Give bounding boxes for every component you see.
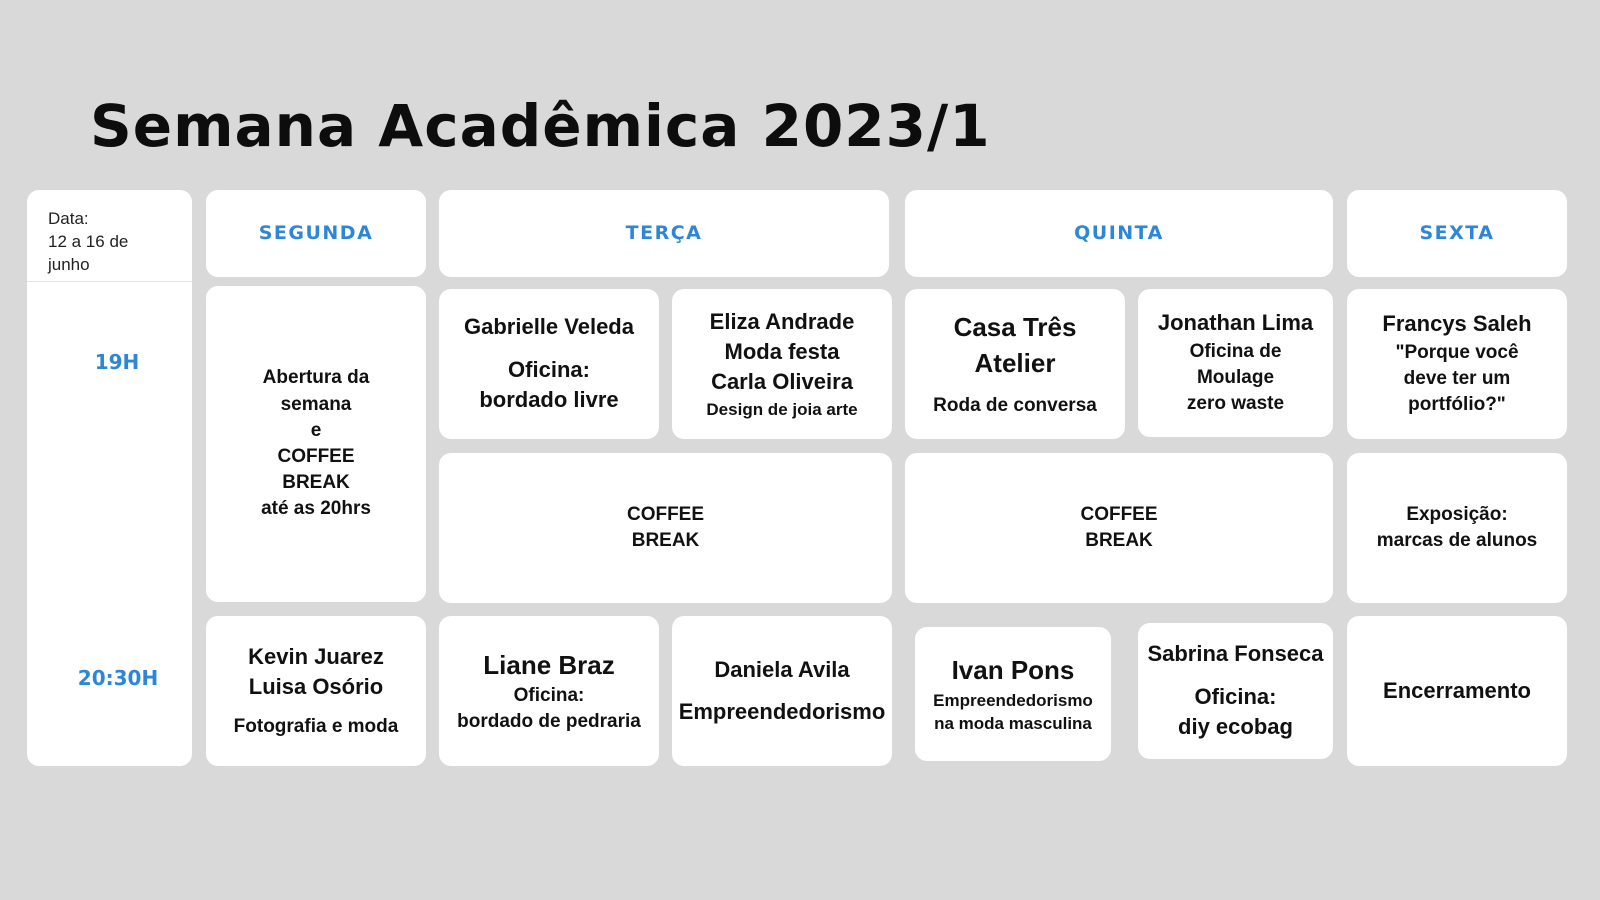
event-topic: zero waste (1186, 393, 1285, 415)
speaker-name: Francys Saleh (1382, 311, 1532, 337)
time-slot-2030h: 20:30H (77, 666, 159, 690)
event-line: e (310, 419, 322, 441)
day-label: QUINTA (1074, 222, 1164, 245)
event-topic: marcas de alunos (1376, 530, 1538, 551)
event-line: BREAK (282, 472, 350, 494)
speaker-name: Liane Braz (483, 649, 615, 680)
speaker-name: Luisa Osório (248, 673, 384, 699)
date-range-line-2: junho (48, 254, 90, 274)
event-line: BREAK (631, 530, 700, 551)
event-topic: Oficina: (508, 356, 590, 382)
event-topic: Empreendedorismo (678, 699, 886, 724)
thu-card-a (905, 289, 1125, 439)
tue-coffee-break-card (439, 453, 892, 603)
speaker-name: Casa Três (953, 311, 1077, 342)
event-topic: Oficina: (1194, 683, 1277, 709)
tue-card-a (439, 289, 659, 439)
day-header-friday (1347, 190, 1567, 277)
fri-card-c (1347, 616, 1567, 766)
event-topic: portfólio?" (1408, 394, 1506, 416)
fri-card-b (1347, 453, 1567, 603)
speaker-name: Jonathan Lima (1157, 310, 1314, 336)
speaker-name: Atelier (974, 347, 1056, 378)
event-topic: Roda de conversa (933, 395, 1097, 417)
mon-late-card (206, 616, 426, 766)
thu-card-b (1138, 289, 1333, 437)
tue-card-d (672, 616, 892, 766)
event-topic: Exposição: (1406, 503, 1508, 525)
day-label: TERÇA (625, 222, 703, 245)
event-topic: na moda masculina (934, 714, 1092, 734)
event-topic: "Porque você (1395, 341, 1519, 363)
date-label: Data: (48, 209, 89, 228)
event-topic: bordado de pedraria (457, 711, 641, 733)
event-topic: bordado livre (479, 387, 619, 413)
event-topic: Design de joia arte (706, 399, 858, 419)
event-topic: Oficina de (1189, 340, 1282, 362)
event-line: até as 20hrs (261, 498, 371, 520)
day-label: SEGUNDA (258, 222, 374, 245)
day-header-monday (206, 190, 426, 277)
event-line: COFFEE (277, 446, 355, 467)
day-header-tuesday (439, 190, 889, 277)
thu-card-d (1138, 623, 1333, 759)
speaker-name: Gabrielle Veleda (464, 314, 634, 340)
divider (27, 281, 192, 282)
page-title: Semana Acadêmica 2023/1 (90, 92, 991, 160)
tue-card-b (672, 289, 892, 439)
event-topic: Moda festa (724, 339, 840, 365)
event-topic: deve ter um (1403, 368, 1511, 390)
event-line: Abertura da (262, 367, 370, 389)
tue-card-c (439, 616, 659, 766)
event-topic: Empreendedorismo (933, 690, 1093, 710)
speaker-name: Kevin Juarez (248, 643, 384, 669)
time-slot-19h: 19H (94, 350, 140, 374)
mon-opening-card (206, 286, 426, 602)
speaker-name: Ivan Pons (951, 655, 1075, 686)
event-date (48, 208, 168, 277)
event-line: BREAK (1085, 530, 1153, 551)
event-line: semana (280, 393, 352, 415)
speaker-name: Eliza Andrade (709, 308, 855, 334)
event-line: COFFEE (1080, 503, 1158, 525)
day-header-thursday (905, 190, 1333, 277)
event-topic: Oficina: (513, 684, 585, 706)
speaker-name: Carla Oliveira (711, 369, 853, 395)
event-line: COFFEE (626, 503, 705, 525)
event-topic: Encerramento (1383, 677, 1531, 703)
speaker-name: Sabrina Fonseca (1147, 641, 1324, 667)
event-topic: Fotografia e moda (233, 716, 399, 738)
fri-card-a (1347, 289, 1567, 439)
thu-coffee-break-card (905, 453, 1333, 603)
speaker-name: Daniela Avila (714, 656, 850, 682)
event-topic: diy ecobag (1178, 714, 1293, 740)
thu-card-c (915, 627, 1111, 761)
event-topic: Moulage (1196, 367, 1275, 389)
day-label: SEXTA (1419, 222, 1495, 245)
date-range-line-1: 12 a 16 de (48, 231, 129, 251)
